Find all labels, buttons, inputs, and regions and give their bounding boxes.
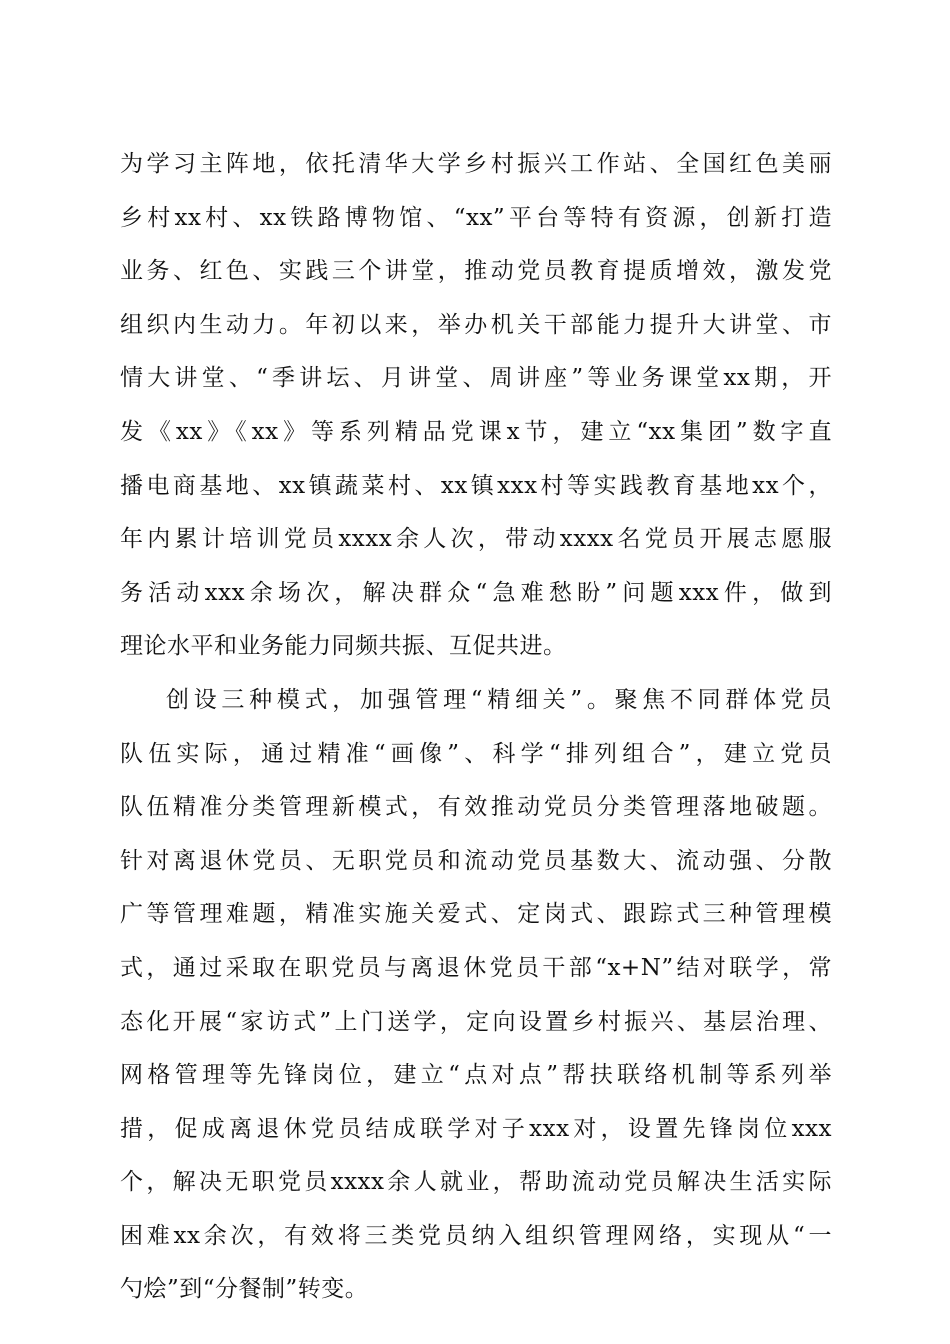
text-line: 队伍实际，通过精准“画像”、科学“排列组合”，建立党员 bbox=[120, 740, 832, 767]
text-line: 组织内生动力。年初以来，举办机关干部能力提升大讲堂、市 bbox=[120, 311, 832, 338]
text-line: 困难xx余次，有效将三类党员纳入组织管理网络，实现从“一 bbox=[120, 1222, 832, 1249]
text-line: 个，解决无职党员xxxx余人就业，帮助流动党员解决生活实际 bbox=[120, 1169, 832, 1196]
text-line: 针对离退休党员、无职党员和流动党员基数大、流动强、分散 bbox=[120, 847, 832, 874]
text-line: 态化开展“家访式”上门送学，定向设置乡村振兴、基层治理、 bbox=[120, 1008, 832, 1035]
text-line: 队伍精准分类管理新模式，有效推动党员分类管理落地破题。 bbox=[120, 794, 832, 821]
text-line: 业务、红色、实践三个讲堂，推动党员教育提质增效，激发党 bbox=[120, 258, 832, 285]
paragraph-first-line: 创设三种模式，加强管理“精细关”。聚焦不同群体党员 bbox=[166, 686, 832, 713]
text-line: 为学习主阵地，依托清华大学乡村振兴工作站、全国红色美丽 bbox=[120, 151, 832, 177]
text-line: 勺烩”到“分餐制”转变。 bbox=[120, 1276, 369, 1303]
text-line: 情大讲堂、“季讲坛、月讲堂、周讲座”等业务课堂xx期，开 bbox=[120, 365, 832, 392]
text-line: 广等管理难题，精准实施关爱式、定岗式、跟踪式三种管理模 bbox=[120, 901, 832, 928]
text-line: 理论水平和业务能力同频共振、互促共进。 bbox=[120, 633, 567, 660]
text-line: 乡村xx村、xx铁路博物馆、“xx”平台等特有资源，创新打造 bbox=[120, 204, 832, 231]
document-body bbox=[120, 138, 832, 1317]
text-line: 播电商基地、xx镇蔬菜村、xx镇xxx村等实践教育基地xx个， bbox=[120, 472, 832, 499]
text-line: 年内累计培训党员xxxx余人次，带动xxxx名党员开展志愿服 bbox=[120, 526, 832, 553]
text-line: 务活动xxx余场次，解决群众“急难愁盼”问题xxx件，做到 bbox=[120, 579, 832, 606]
text-line: 发《xx》《xx》等系列精品党课x节，建立“xx集团”数字直 bbox=[120, 418, 832, 445]
text-line: 网格管理等先锋岗位，建立“点对点”帮扶联络机制等系列举 bbox=[120, 1062, 832, 1089]
text-line: 措，促成离退休党员结成联学对子xxx对，设置先锋岗位xxx bbox=[120, 1115, 832, 1142]
text-line: 式，通过采取在职党员与离退休党员干部“x+N”结对联学，常 bbox=[120, 954, 832, 981]
